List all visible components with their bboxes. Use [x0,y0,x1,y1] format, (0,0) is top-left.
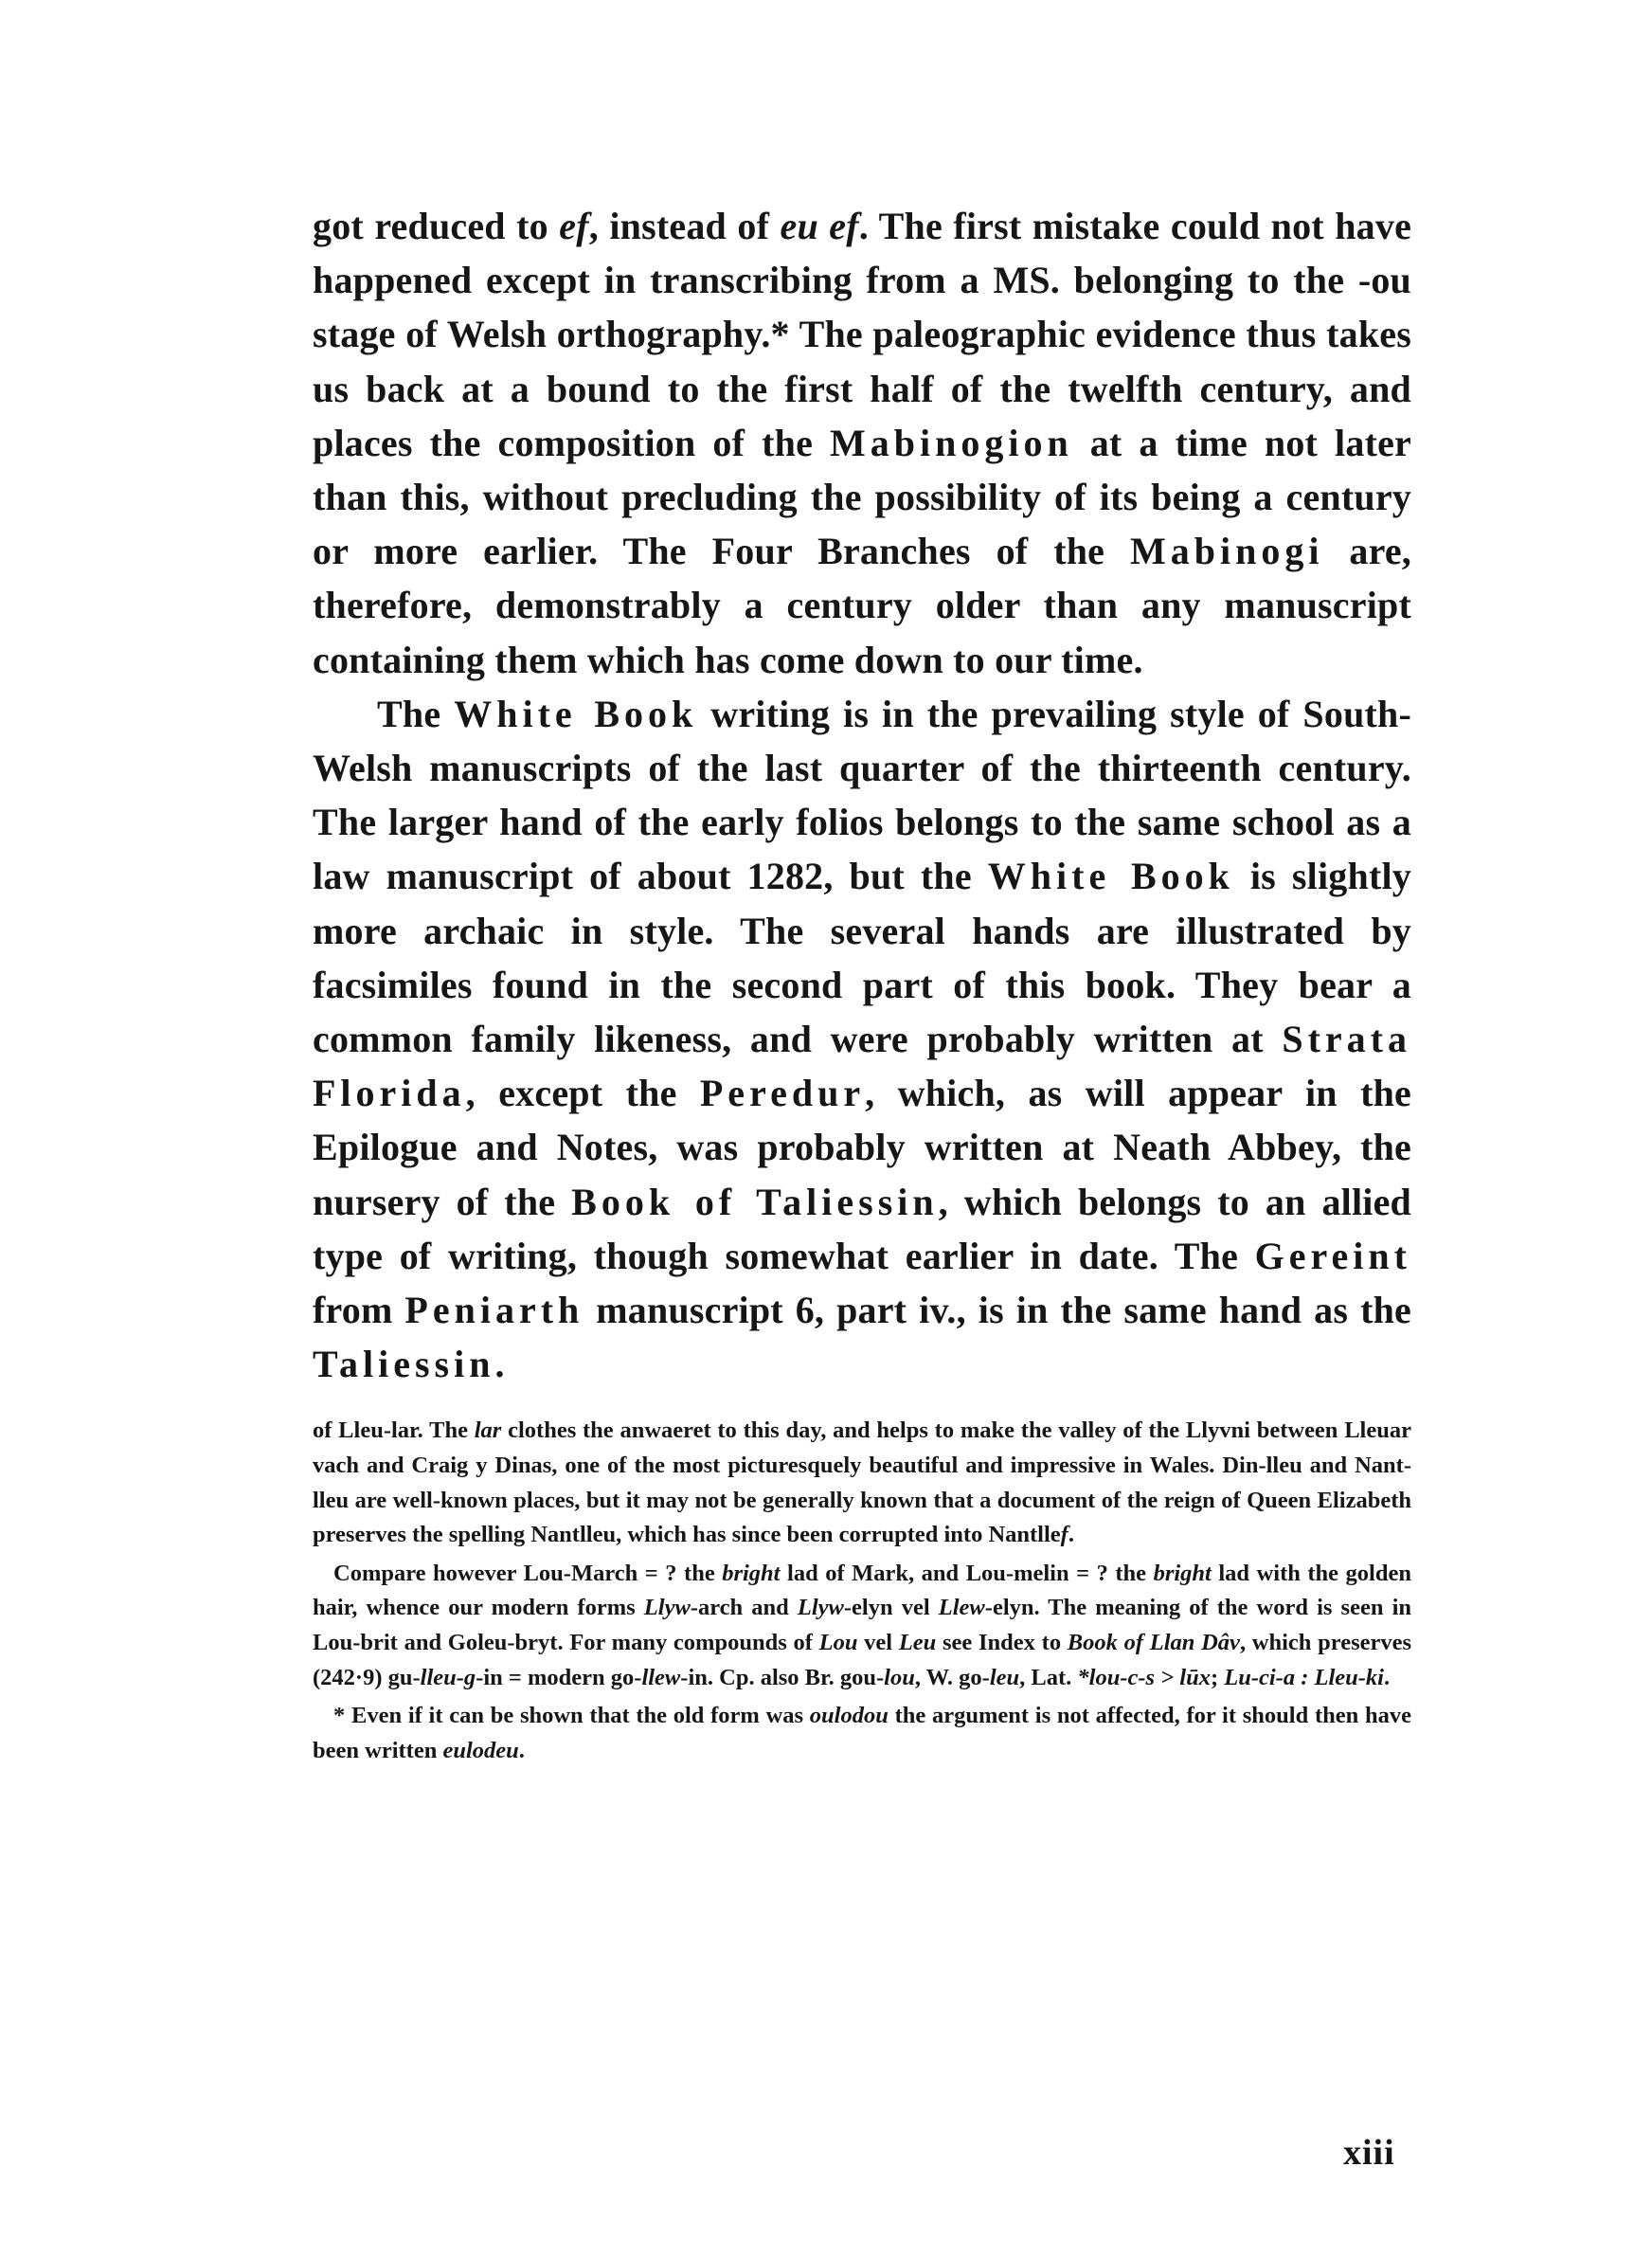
text: see Index to [936,1630,1068,1656]
text: -in = modern go- [476,1664,642,1690]
text: writing is in the prevailing style of South-Welsh manuscripts of the last quarter of the thirteenth century. The larger hand of the early folios belongs to the same school as a law manuscript of about 1282, but the [313,692,1412,898]
footnote-3 [313,1699,1411,1768]
italic-text: f [1060,1522,1068,1548]
spaced-title: Mabinogion [830,421,1073,464]
text: , W. go- [914,1664,990,1690]
paragraph-1 [313,199,1411,687]
spaced-title: Book of Taliessin [571,1180,939,1223]
italic-text: leu [989,1664,1020,1690]
footnotes [313,1414,1411,1768]
spaced-title: Peniarth [404,1289,584,1332]
text: , which belongs to an allied type of writing, though somewhat earlier in date. The [313,1180,1411,1277]
text: lad of Mark, and Lou-melin = ? the [780,1560,1154,1586]
text: is slightly more archaic in style. The several hands are illustrated by facsimiles found in the second part of this book. They bear a common family likeness, and were probably written at [313,855,1411,1061]
italic-text: Llyw [797,1595,844,1621]
italic-text: Leu [898,1630,937,1656]
spaced-title: Taliessin [313,1343,495,1386]
italic-text: oulodou [809,1703,889,1729]
italic-text: Book of Llan Dâv [1067,1630,1240,1656]
text: , instead of [588,205,781,247]
italic-text: *lou-c-s > lūx [1077,1664,1211,1690]
text: -elyn. The meaning of the word is seen in Lou-brit and Goleu-bryt. For many compounds of [313,1595,1412,1656]
text: got reduced to [313,205,560,247]
text: , except the [465,1072,700,1115]
italic-text: ef [559,205,589,247]
text: -elyn vel [843,1595,939,1621]
footnote-1 [313,1414,1411,1552]
text: are, therefore, demonstrably a century older than any manuscript containing them which has come down to our time. [313,530,1411,681]
text: . The first mistake could not have happened except in transcribing from a MS. belonging to the -ou stage of Welsh orthography.* The paleographic evidence thus takes us back at a bound to the first half of the twelfth century, and places the composition of the [313,205,1412,464]
text: manuscript 6, part iv., is in the same hand as the [584,1289,1412,1332]
text: -in. Cp. also Br. gou- [680,1664,885,1690]
text: from [313,1289,405,1332]
spaced-title: Mabinogi [1130,530,1324,573]
text: Compare however Lou-March = ? the [333,1560,723,1586]
text: , Lat. [1019,1664,1078,1690]
text: of Lleu-lar. The [313,1417,475,1444]
text: vel [857,1630,899,1656]
spaced-title: White Book [987,855,1234,898]
italic-text: eu ef [780,205,859,247]
text: clothes the anwaeret to this day, and helps to make the valley of the Llyvni between Lleuar vach and Craig y Dinas, one of the most picturesquely beautiful and impressive in Wales. Din-lleu and Nant-lleu are well-known places, but it may not be generally known that a document of the reign of Queen Elizabeth preserves the spelling Nantlleu, which has since been corrupted into Nantlle [313,1417,1411,1548]
text: the argument is not affected, for it should then have been written [313,1703,1411,1763]
text: at a time not later than this, without precluding the possibility of its being a century or more earlier. The Four Branches of the [313,421,1411,573]
italic-text: Lou [818,1630,858,1656]
text: , which preserves (242·9) gu- [313,1630,1412,1690]
text: lad with the golden hair, whence our modern forms [313,1560,1411,1621]
text: -arch and [690,1595,798,1621]
spaced-title: Gereint [1254,1234,1411,1277]
main-text [313,199,1411,1391]
italic-text: Llew [938,1595,985,1621]
text: . [494,1343,505,1386]
text: . [1068,1522,1074,1548]
page-body [313,199,1411,1768]
italic-text: Llyw [643,1595,691,1621]
text: ; [1210,1664,1225,1690]
italic-text: Lu-ci-a : Lleu-ki [1224,1664,1384,1690]
spaced-title: Peredur [699,1072,866,1115]
italic-text: lleu-g [420,1664,476,1690]
text: * Even if it can be shown that the old form was [333,1703,810,1729]
italic-text: eulodeu [442,1737,519,1763]
spaced-title: White Book [454,692,698,735]
text: The [377,692,455,735]
footnote-2 [313,1557,1411,1695]
paragraph-2 [313,687,1411,1392]
italic-text: lar [474,1417,502,1444]
italic-text: lou [884,1664,915,1690]
italic-text: bright [722,1560,781,1586]
italic-text: llew [641,1664,681,1690]
italic-text: bright [1153,1560,1212,1586]
text: . [1384,1664,1391,1690]
text: , which, as will appear in the Epilogue and Notes, was probably written at Neath Abbey, the nursery of the [313,1072,1411,1223]
spaced-title: Strata Florida [313,1018,1411,1115]
page-number: xiii [1343,2133,1395,2173]
text: . [518,1737,525,1763]
